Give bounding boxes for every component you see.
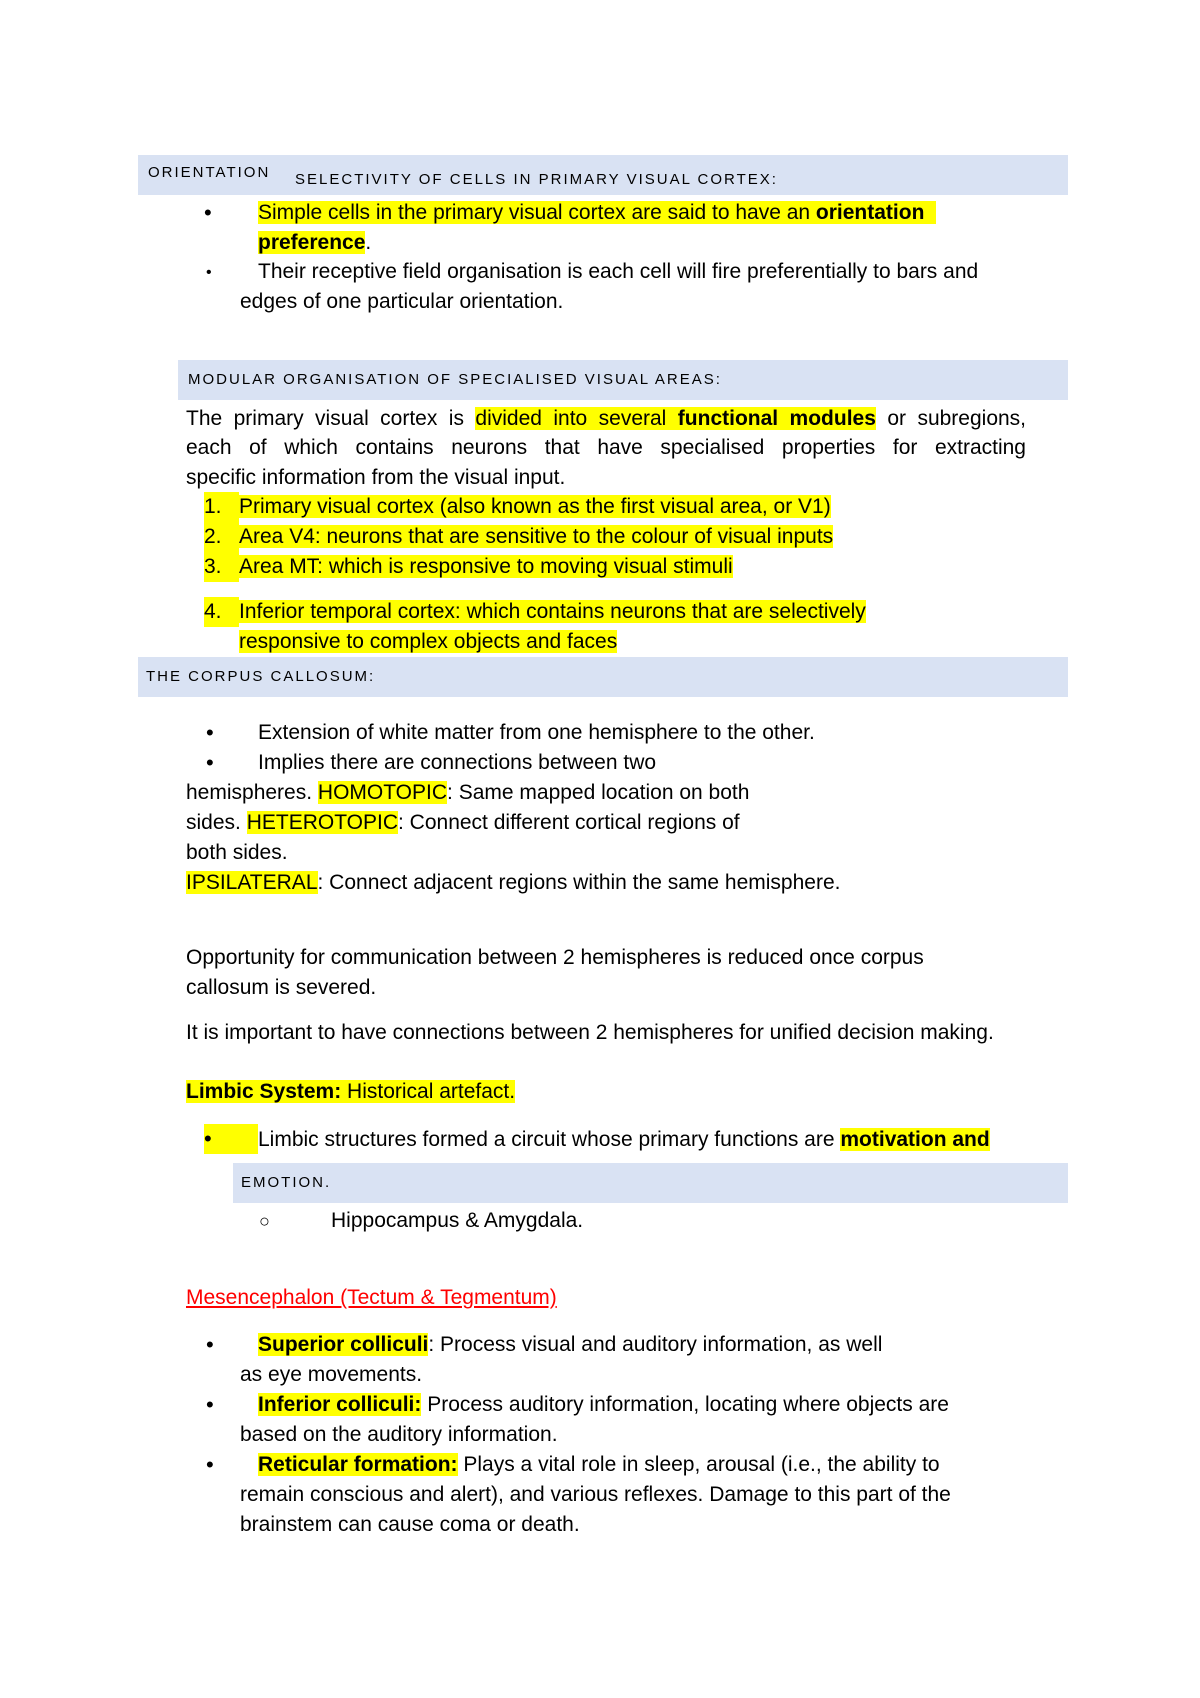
text-run: Plays a vital role in sleep, arousal (i.e., the ability to [457, 1453, 940, 1476]
text-line: Extension of white matter from one hemisphere to the other. [258, 721, 815, 744]
text-line [204, 1124, 990, 1155]
highlight-bold: Limbic System: [186, 1080, 342, 1103]
list-text: Inferior temporal cortex: which contains neurons that are selectively [239, 600, 866, 623]
bullet-icon: • [206, 264, 212, 281]
text-line [186, 868, 840, 898]
text-run: : Same mapped location on both [447, 781, 750, 804]
bullet-icon: • [206, 750, 214, 775]
highlight: HETEROTOPIC [246, 811, 398, 834]
text-run: : Process visual and auditory information, as well [428, 1333, 883, 1356]
list-number: 2. [204, 522, 239, 552]
list-item-continuation [239, 627, 617, 657]
list-item [204, 597, 866, 627]
highlight: divided into several [475, 407, 678, 430]
section-heading-part: ORIENTATION [148, 164, 271, 181]
text-line: callosum is severed. [186, 976, 377, 999]
text-run: hemispheres. [186, 781, 318, 804]
list-number: 1. [204, 492, 239, 522]
section-heading-part: SELECTIVITY OF CELLS IN PRIMARY VISUAL CORTEX: [295, 171, 778, 188]
highlight-bold: preference [258, 231, 366, 254]
text-line [186, 404, 1026, 434]
text-line: each of which contains neurons that have specialised properties for extracting [186, 436, 1026, 459]
text-run: or subregions, [875, 407, 1027, 430]
text-run: Limbic structures formed a circuit whose primary functions are [258, 1128, 841, 1151]
bullet-icon: • [206, 720, 214, 745]
text-line: Opportunity for communication between 2 hemispheres is reduced once corpus [186, 946, 924, 969]
circle-bullet-icon: ○ [259, 1211, 270, 1231]
list-text: Area MT: which is responsive to moving visual stimuli [239, 555, 733, 578]
highlight-bold: orientation [815, 201, 925, 224]
list-text: Area V4: neurons that are sensitive to the colour of visual inputs [239, 525, 834, 548]
text-line: edges of one particular orientation. [240, 290, 564, 313]
subsection-title: Mesencephalon (Tectum & Tegmentum) [186, 1286, 557, 1309]
text-line [186, 778, 749, 808]
text-line [258, 1450, 940, 1480]
bullet-icon: • [206, 1332, 214, 1357]
text-line: Hippocampus & Amygdala. [331, 1209, 584, 1232]
text-line: brainstem can cause coma or death. [240, 1513, 580, 1536]
highlight-bold: Superior colliculi [258, 1333, 429, 1356]
text-line [258, 1330, 882, 1360]
highlight: Historical artefact. [341, 1080, 516, 1103]
highlight-bold: functional modules [677, 407, 876, 430]
highlight: Simple cells in the primary visual cortex are said to have an [258, 201, 816, 224]
text-line: based on the auditory information. [240, 1423, 558, 1446]
text-run: Process auditory information, locating where objects are [421, 1393, 949, 1416]
text-line: Their receptive field organisation is each cell will fire preferentially to bars and [258, 260, 979, 283]
text-line [258, 198, 936, 228]
text-line [186, 808, 740, 838]
bullet-icon: • [206, 1392, 214, 1417]
section-heading: MODULAR ORGANISATION OF SPECIALISED VISUAL AREAS: [188, 371, 722, 388]
list-item [204, 522, 833, 552]
text-line: remain conscious and alert), and various reflexes. Damage to this part of the [240, 1483, 951, 1506]
text-run: : Connect different cortical regions of [398, 811, 740, 834]
list-number: 3. [204, 552, 239, 582]
bullet-icon: • [204, 1124, 258, 1154]
text-line: both sides. [186, 841, 288, 864]
text-line [258, 228, 371, 258]
subsection-title [186, 1077, 515, 1107]
text-line: Implies there are connections between two [258, 751, 657, 774]
section-heading-band [178, 360, 1068, 400]
section-heading-band [138, 657, 1068, 697]
highlight-bold: Reticular formation: [258, 1453, 458, 1476]
list-text: responsive to complex objects and faces [239, 630, 618, 653]
text-run: . [365, 231, 372, 254]
text-run: : Connect adjacent regions within the same hemisphere. [317, 871, 841, 894]
highlight-bold: motivation and [840, 1128, 990, 1151]
text-run: sides. [186, 811, 247, 834]
text-line: It is important to have connections between 2 hemispheres for unified decision making. [186, 1021, 994, 1044]
list-item [204, 552, 733, 582]
text-line: specific information from the visual input. [186, 466, 566, 489]
list-number: 4. [204, 597, 239, 627]
text-run: The primary visual cortex is [186, 407, 476, 430]
section-heading-band [138, 155, 1068, 195]
list-text: Primary visual cortex (also known as the first visual area, or V1) [239, 495, 831, 518]
highlight [924, 201, 936, 224]
highlight: IPSILATERAL [186, 871, 318, 894]
section-heading: THE CORPUS CALLOSUM: [146, 668, 376, 685]
section-heading: EMOTION. [241, 1174, 332, 1191]
list-item [204, 492, 831, 522]
text-line: as eye movements. [240, 1363, 423, 1386]
text-line [258, 1390, 949, 1420]
section-heading-band [233, 1163, 1068, 1203]
highlight-bold: Inferior colliculi: [258, 1393, 422, 1416]
highlight: HOMOTOPIC [317, 781, 448, 804]
bullet-icon: • [204, 200, 212, 225]
bullet-icon: • [206, 1452, 214, 1477]
